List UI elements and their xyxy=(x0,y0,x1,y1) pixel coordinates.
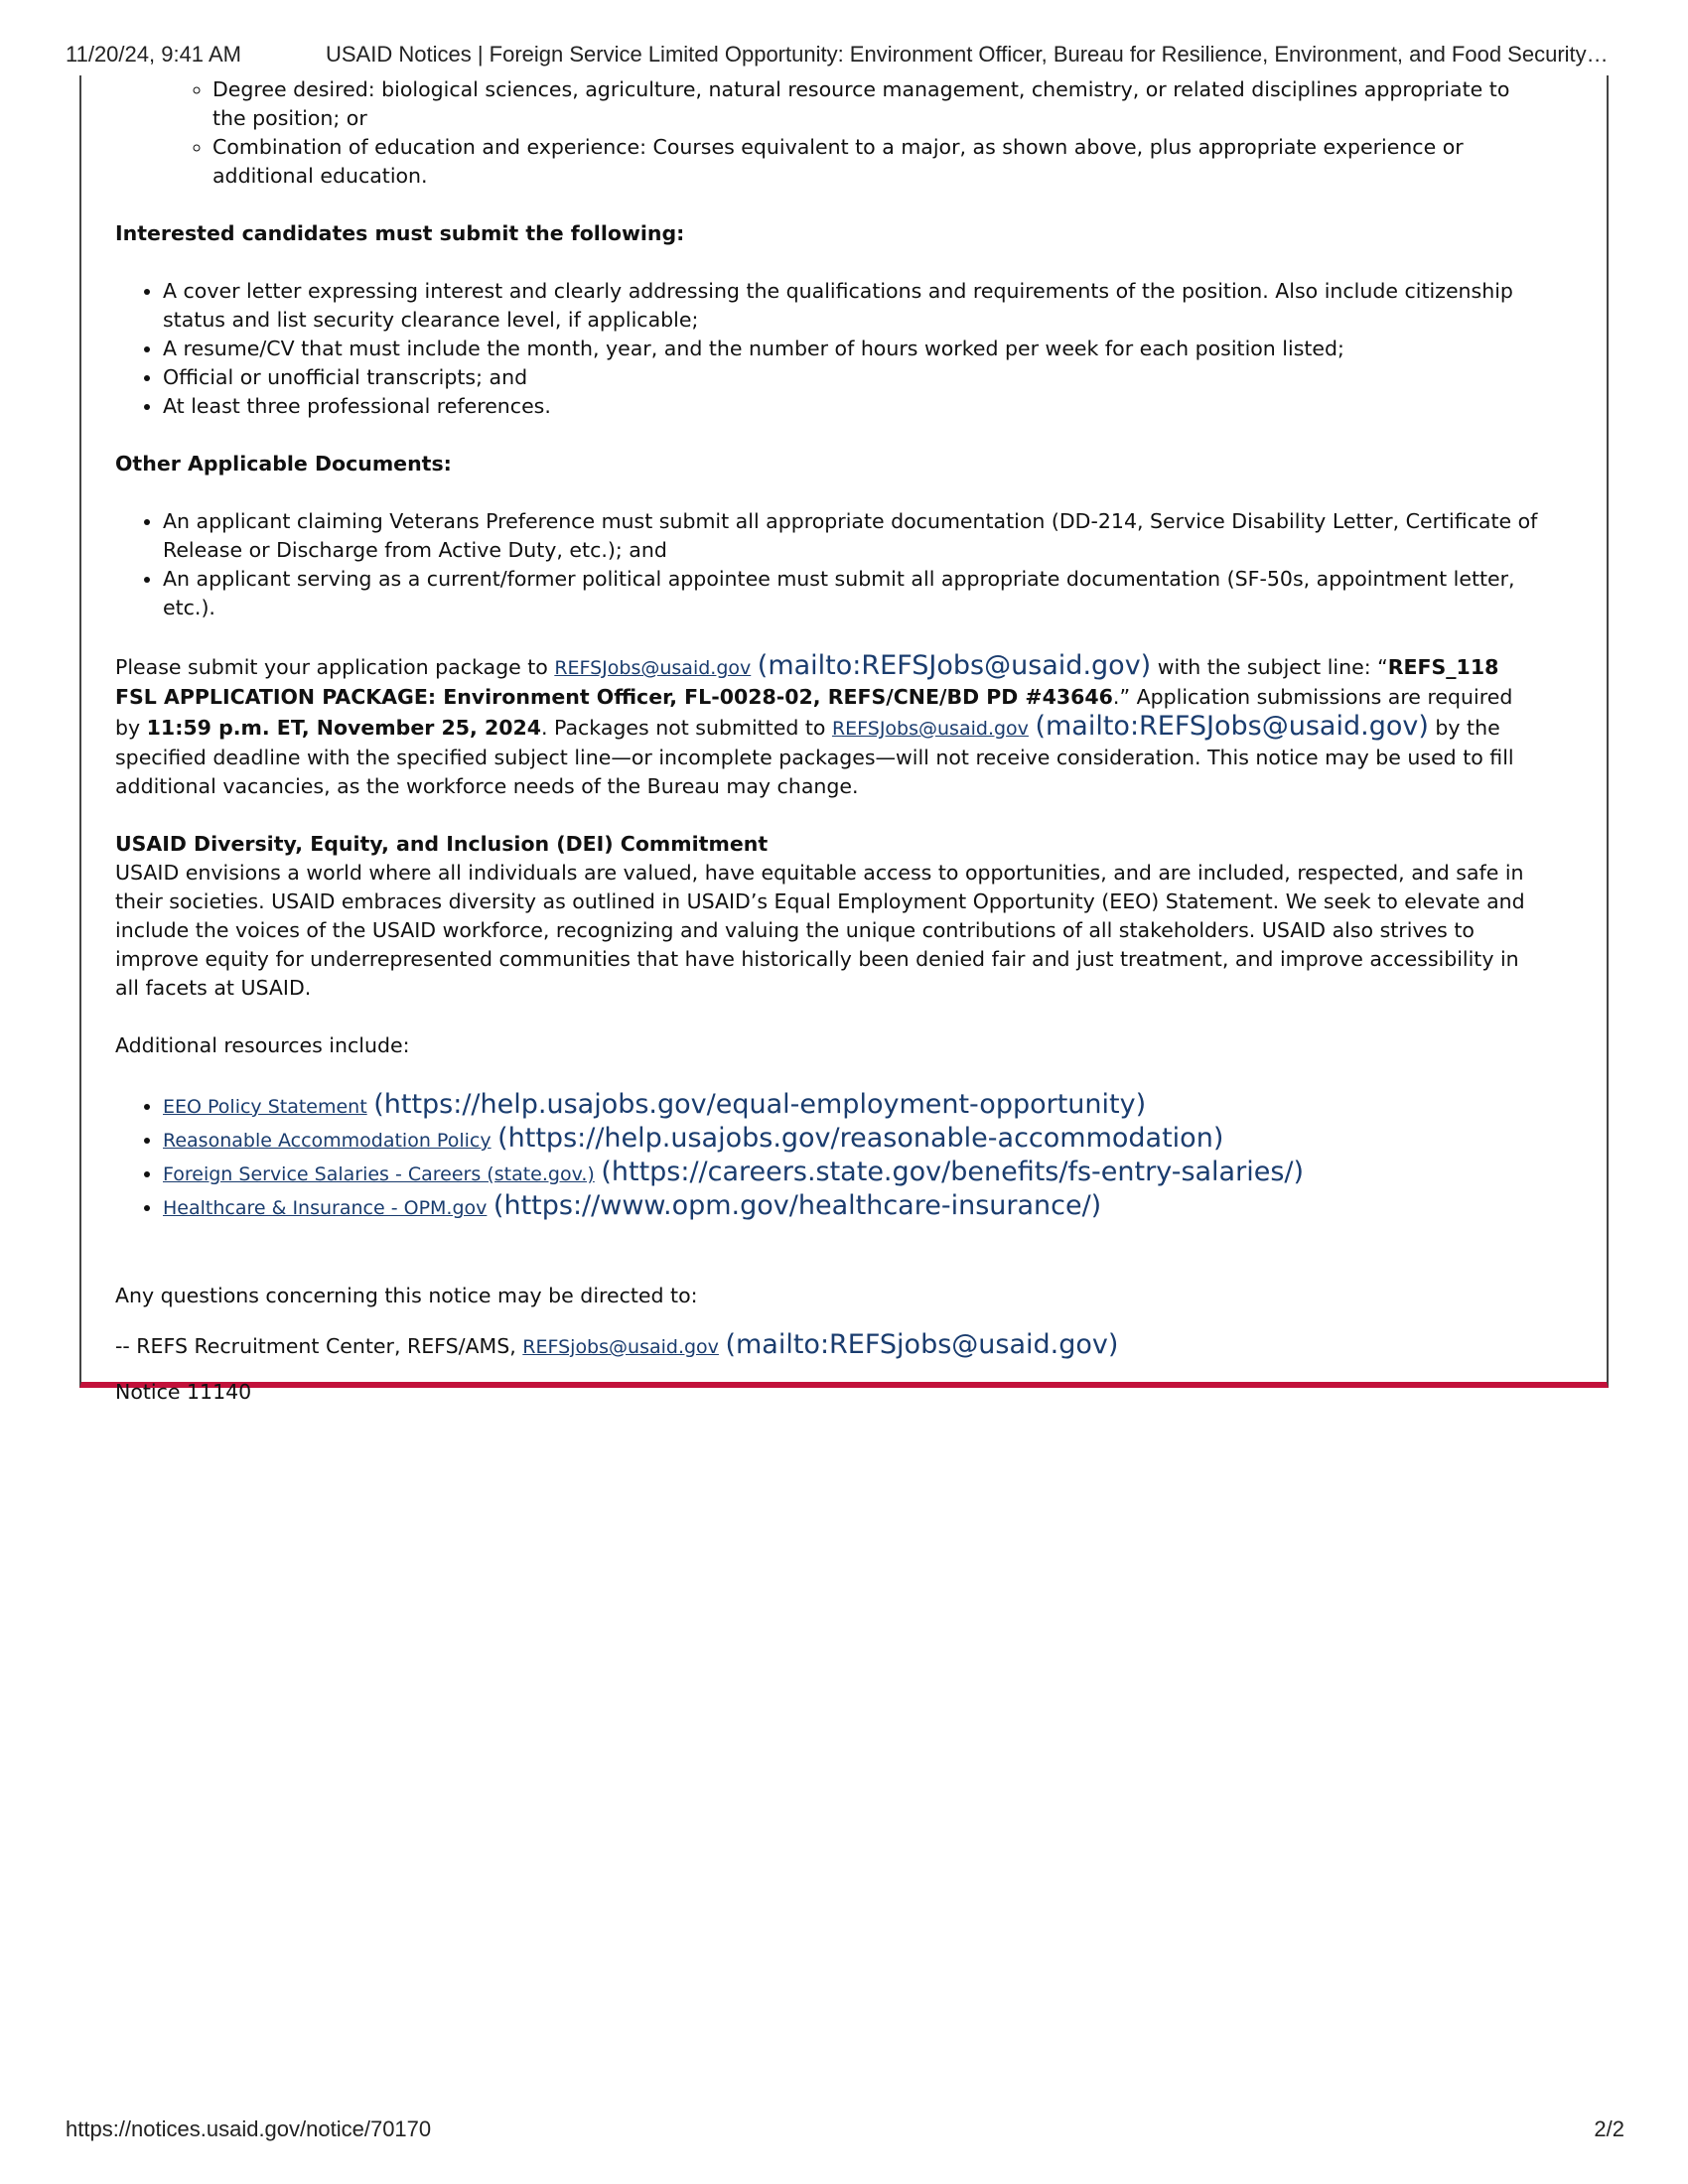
list-item: ◦ Degree desired: biological sciences, agriculture, natural resource management, chemistry, or related disciplines appropriate to the position; or xyxy=(212,75,1541,133)
accommodation-policy-link[interactable]: Reasonable Accommodation Policy xyxy=(163,1130,492,1152)
list-item: • Official or unofficial transcripts; and xyxy=(163,363,1541,392)
other-docs-list xyxy=(115,507,1541,622)
notice-card xyxy=(79,75,1609,1404)
resources-list xyxy=(115,1089,1541,1224)
list-item: ◦ Combination of education and experience: Courses equivalent to a major, as shown above, plus appropriate experience or additional education. xyxy=(212,133,1541,191)
deadline: 11:59 p.m. ET, November 25, 2024 xyxy=(146,716,541,740)
dei-heading: USAID Diversity, Equity, and Inclusion (DEI) Commitment xyxy=(115,832,769,856)
list-item: • At least three professional references. xyxy=(163,392,1541,421)
list-item: • An applicant serving as a current/former political appointee must submit all appropriate documentation (SF-50s, appointment letter, etc.). xyxy=(163,565,1541,622)
contact-intro: Any questions concerning this notice may be directed to: xyxy=(115,1284,698,1307)
email-link[interactable]: REFSJobs@usaid.gov xyxy=(554,657,752,679)
eeo-policy-link[interactable]: EEO Policy Statement xyxy=(163,1096,367,1118)
print-footer xyxy=(66,2116,1624,2142)
submission-paragraph: Please submit your application package to REFSJobs@usaid.gov (mailto:REFSJobs@usaid.gov) with the subject line: “REFS_118 FSL APPLICATION PACKAGE: Environment Officer, FL-0028-02, REFS/CNE/BD PD #43646.” Application submissions are required by 11:59 p.m. ET, November 25, 2024. Packages not submitted to REFSJobs@usaid.gov (mailto:REFSJobs@usaid.gov) by the specified deadline with the specified subject line—or incomplete packages—will not receive consideration. This notice may be used to fill additional vacancies, as the workforce needs of the Bureau may change. xyxy=(115,650,1514,798)
list-item: • A resume/CV that must include the month, year, and the number of hours worked per week for each position listed; xyxy=(163,335,1541,363)
submit-list xyxy=(115,277,1541,421)
fs-salaries-link[interactable]: Foreign Service Salaries - Careers (state.gov.) xyxy=(163,1163,595,1185)
page-number: 2/2 xyxy=(1594,2116,1624,2141)
email-href-2: (mailto:REFSJobs@usaid.gov) xyxy=(1035,711,1429,742)
print-timestamp: 11/20/24, 9:41 AM xyxy=(66,42,241,67)
dei-body: USAID envisions a world where all individuals are valued, have equitable access to opportunities, and are included, respected, and safe in their societies. USAID embraces diversity as outlined in USAID’s Equal Employment Opportunity (EEO) Statement. We seek to elevate and include the voices of the USAID workforce, recognizing and valuing the unique contributions of all stakeholders. USAID also strives to improve equity for underrepresented communities that have historically been denied fair and just treatment, and improve accessibility in all facets at USAID. xyxy=(115,861,1525,1000)
submit-heading: Interested candidates must submit the following: xyxy=(115,221,685,245)
list-item: • An applicant claiming Veterans Preference must submit all appropriate documentation (DD-214, Service Disability Letter, Certificate of Release or Discharge from Active Duty, etc.); and xyxy=(163,507,1541,565)
subject-line: REFS_118 FSL APPLICATION PACKAGE: Environment Officer, FL-0028-02, REFS/CNE/BD PD #43646 xyxy=(115,655,1499,709)
contact-email-link[interactable]: REFSjobs@usaid.gov xyxy=(522,1336,719,1358)
education-list xyxy=(115,75,1541,191)
resource-item: • Healthcare & Insurance - OPM.gov (https://www.opm.gov/healthcare-insurance/) xyxy=(163,1190,1541,1224)
resource-item: • Reasonable Accommodation Policy (https://help.usajobs.gov/reasonable-accommodation) xyxy=(163,1123,1541,1157)
notice-number: Notice 11140 xyxy=(115,1380,252,1404)
print-page-title: USAID Notices | Foreign Service Limited Opportunity: Environment Officer, Bureau for Resilience, Environment, and Food Security… xyxy=(326,42,1609,67)
list-item: • A cover letter expressing interest and clearly addressing the qualifications and requirements of the position. Also include citizenship status and list security clearance level, if applicable; xyxy=(163,277,1541,335)
other-docs-heading: Other Applicable Documents: xyxy=(115,452,452,476)
email-href: (mailto:REFSJobs@usaid.gov) xyxy=(757,650,1152,681)
healthcare-link[interactable]: Healthcare & Insurance - OPM.gov xyxy=(163,1197,488,1219)
resource-item: • Foreign Service Salaries - Careers (state.gov.) (https://careers.state.gov/benefits/fs-entry-salaries/) xyxy=(163,1157,1541,1190)
contact-line: -- REFS Recruitment Center, REFS/AMS, REFSjobs@usaid.gov (mailto:REFSjobs@usaid.gov) xyxy=(115,1329,1119,1360)
page-url: https://notices.usaid.gov/notice/70170 xyxy=(66,2116,432,2141)
resources-intro: Additional resources include: xyxy=(115,1033,410,1057)
email-link-2[interactable]: REFSJobs@usaid.gov xyxy=(831,718,1029,740)
resource-item: • EEO Policy Statement (https://help.usajobs.gov/equal-employment-opportunity) xyxy=(163,1089,1541,1123)
print-header xyxy=(66,42,1624,68)
notice-content xyxy=(115,75,1541,1407)
